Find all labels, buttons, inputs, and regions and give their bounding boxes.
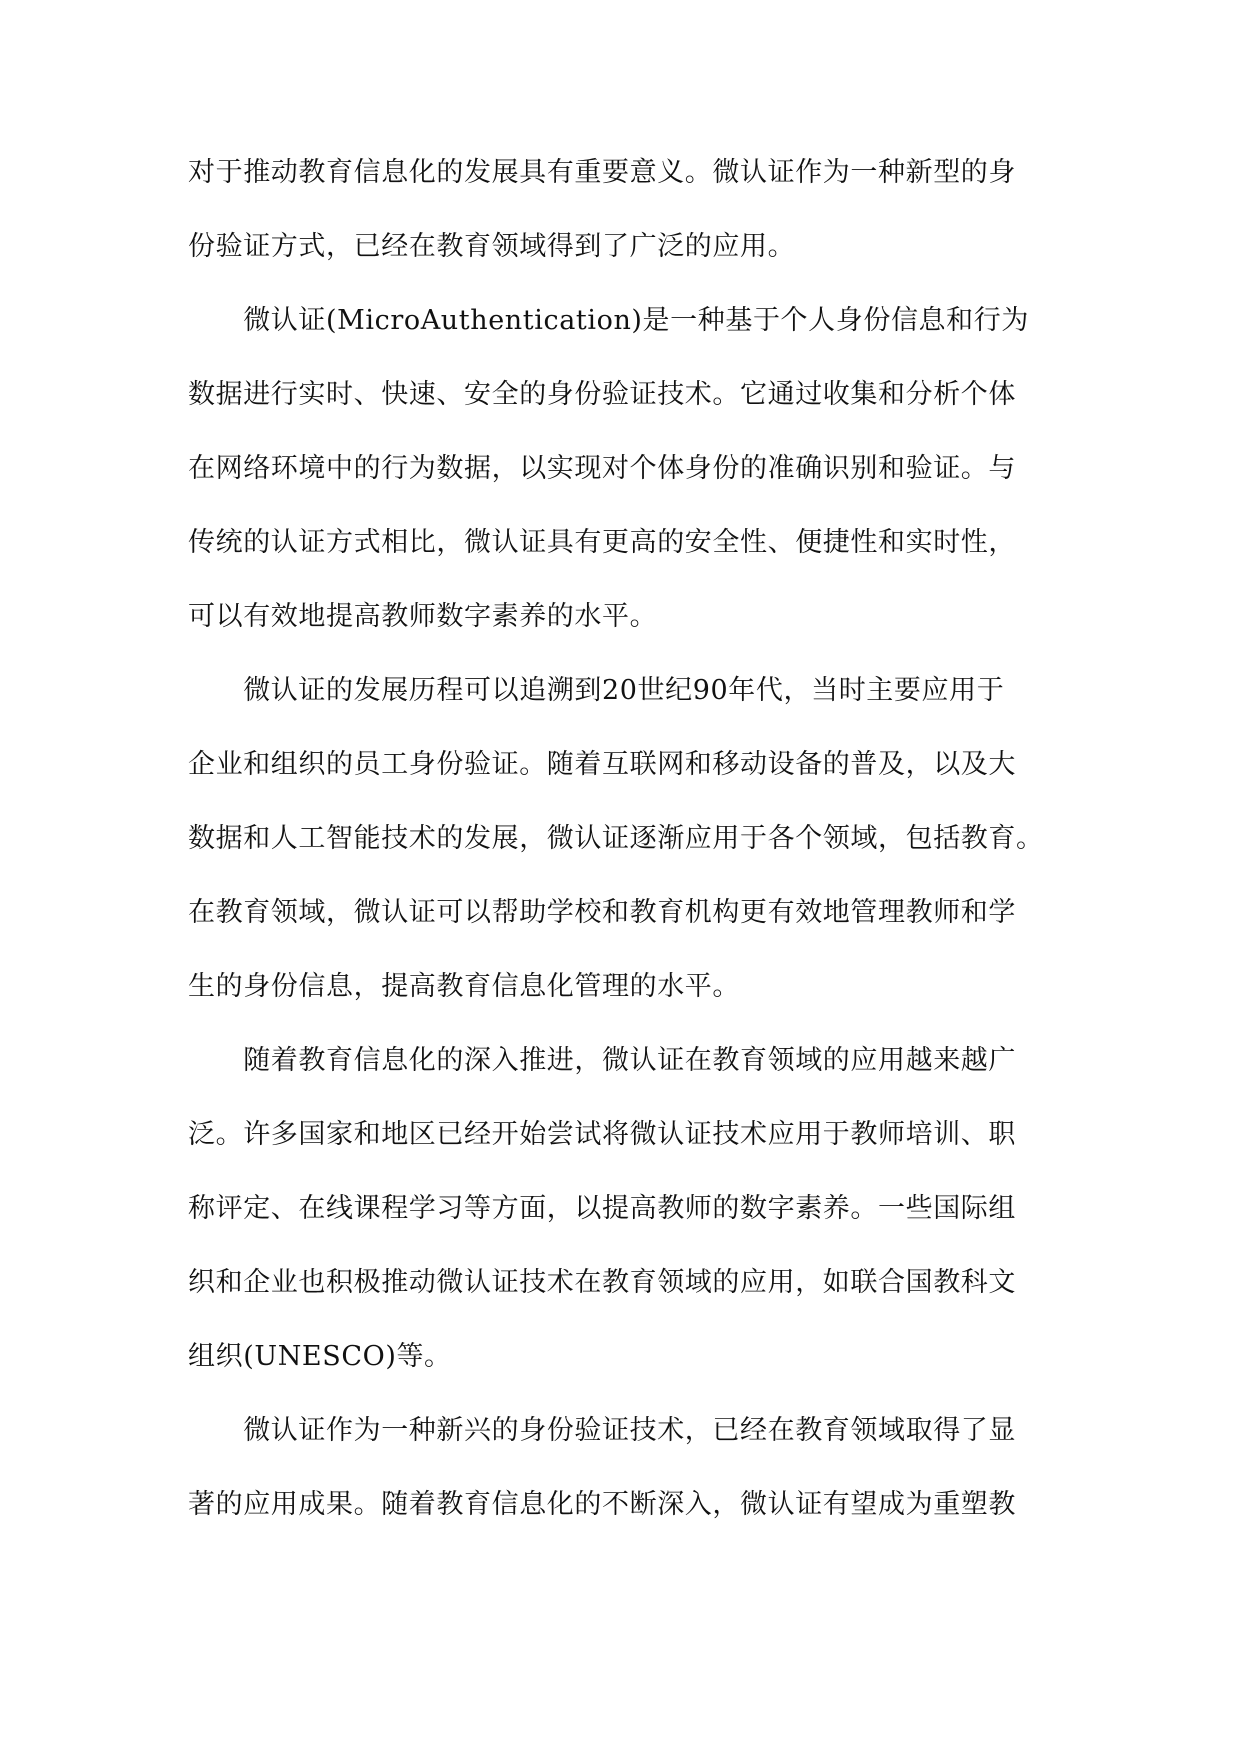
text-line: 泛。许多国家和地区已经开始尝试将微认证技术应用于教师培训、职	[188, 1119, 1016, 1150]
paragraph-4	[188, 1031, 1056, 1401]
text-line: 微认证作为一种新兴的身份验证技术，已经在教育领域取得了显	[188, 1415, 1016, 1446]
paragraph-1	[188, 143, 1056, 291]
text-line: 份验证方式，已经在教育领域得到了广泛的应用。	[188, 231, 796, 262]
text-line: 传统的认证方式相比，微认证具有更高的安全性、便捷性和实时性，	[188, 527, 1016, 558]
paragraph-3	[188, 661, 1056, 1031]
text-line: 称评定、在线课程学习等方面，以提高教师的数字素养。一些国际组	[188, 1193, 1016, 1224]
text-line: 数据进行实时、快速、安全的身份验证技术。它通过收集和分析个体	[188, 379, 1016, 410]
text-line: 生的身份信息，提高教育信息化管理的水平。	[188, 971, 740, 1002]
text-line: 组织(UNESCO)等。	[188, 1341, 452, 1372]
paragraph-5	[188, 1401, 1056, 1549]
text-line: 可以有效地提高教师数字素养的水平。	[188, 601, 658, 632]
text-line: 微认证的发展历程可以追溯到20世纪90年代，当时主要应用于	[188, 675, 1005, 706]
text-line: 随着教育信息化的深入推进，微认证在教育领域的应用越来越广	[188, 1045, 1016, 1076]
text-line: 数据和人工智能技术的发展，微认证逐渐应用于各个领域，包括教育。	[188, 823, 1044, 854]
text-line: 企业和组织的员工身份验证。随着互联网和移动设备的普及，以及大	[188, 749, 1016, 780]
text-line: 在网络环境中的行为数据，以实现对个体身份的准确识别和验证。与	[188, 453, 1016, 484]
body-text	[188, 143, 1056, 1549]
text-line: 著的应用成果。随着教育信息化的不断深入，微认证有望成为重塑教	[188, 1489, 1016, 1520]
text-line: 在教育领域，微认证可以帮助学校和教育机构更有效地管理教师和学	[188, 897, 1016, 928]
text-line: 织和企业也积极推动微认证技术在教育领域的应用，如联合国教科文	[188, 1267, 1016, 1298]
text-line: 微认证(MicroAuthentication)是一种基于个人身份信息和行为	[188, 305, 1029, 336]
text-line: 对于推动教育信息化的发展具有重要意义。微认证作为一种新型的身	[188, 157, 1016, 188]
paragraph-2	[188, 291, 1056, 661]
